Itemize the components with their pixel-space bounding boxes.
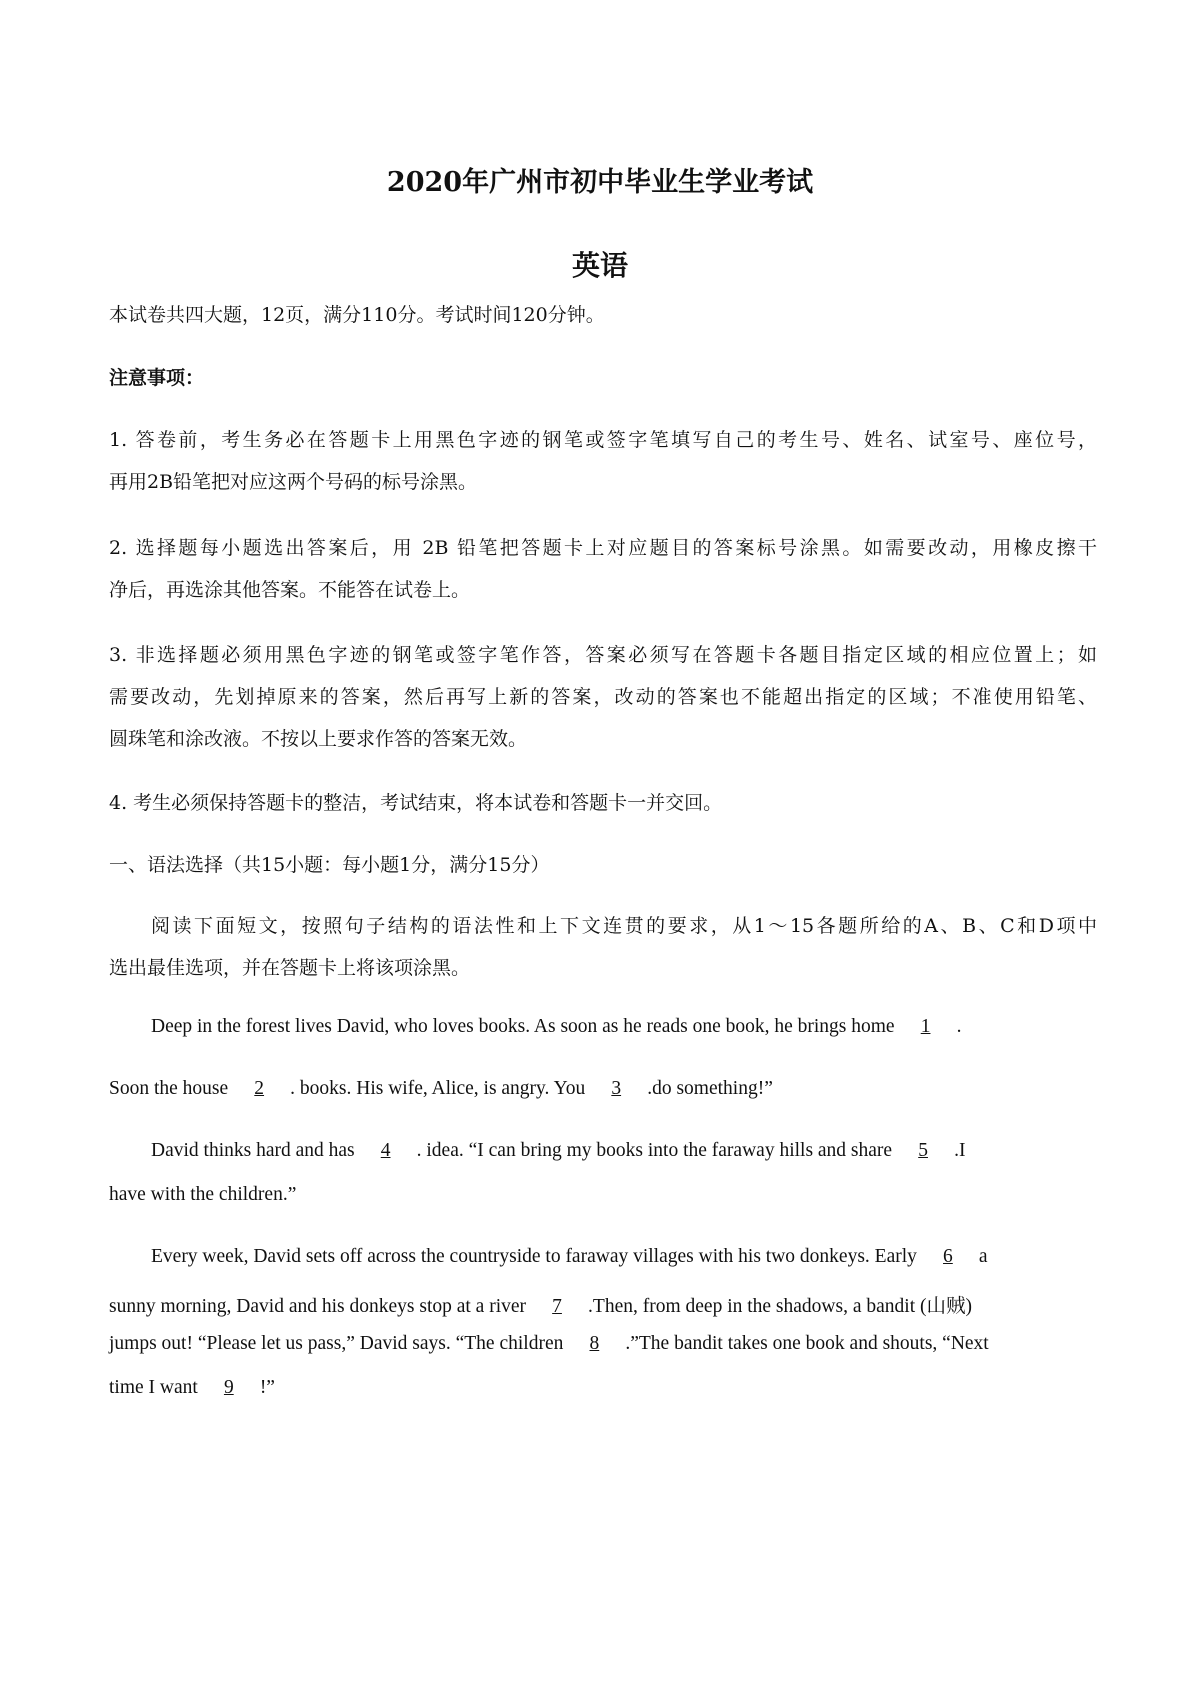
passage-p1-line-2: Soon the house 2 . books. His wife, Alice, is angry. You 3 .do something!” (109, 1078, 773, 1099)
subject-title: 英语 (571, 249, 628, 282)
blank-1: 1 (920, 1016, 931, 1037)
blank-8: 8 (589, 1333, 600, 1354)
note-4-line: 4. 考生必须保持答题卡的整洁，考试结束，将本试卷和答题卡一并交回。 (109, 792, 723, 814)
passage-p1-line-1: Deep in the forest lives David, who loves books. As soon as he reads one book, he brings home 1 . (151, 1016, 962, 1037)
blank-5: 5 (918, 1140, 928, 1161)
note-3-line-3: 圆珠笔和涂改液。不按以上要求作答的答案无效。 (109, 728, 528, 750)
blank-7: 7 (552, 1296, 562, 1317)
note-3-line-1: 3. 非选择题必须用黑色字迹的钢笔或签字笔作答，答案必须写在答题卡各题目指定区域的相应位置上；如 (109, 644, 1097, 666)
passage-p2-line-2: have with the children.” (109, 1184, 297, 1205)
intro-line: 本试卷共四大题，12页，满分110分。考试时间120分钟。 (109, 304, 605, 326)
blank-3: 3 (611, 1078, 622, 1099)
section-1-instruction-line-2: 选出最佳选项，并在答题卡上将该项涂黑。 (109, 957, 471, 979)
section-1-instruction-line-1: 阅读下面短文，按照句子结构的语法性和上下文连贯的要求，从1～15各题所给的A、B、C和D项中 (151, 915, 1097, 937)
note-2-line-1: 2. 选择题每小题选出答案后，用 2B 铅笔把答题卡上对应题目的答案标号涂黑。如需要改动，用橡皮擦干 (109, 537, 1097, 559)
blank-2: 2 (254, 1078, 265, 1099)
note-3-line-2: 需要改动，先划掉原来的答案，然后再写上新的答案，改动的答案也不能超出指定的区域；不准使用铅笔、 (109, 686, 1097, 708)
passage-p3-line-1: Every week, David sets off across the countryside to faraway villages with his two donkeys. Early 6 a (151, 1246, 988, 1267)
note-2-line-2: 净后，再选涂其他答案。不能答在试卷上。 (109, 579, 471, 601)
blank-9: 9 (223, 1377, 234, 1398)
passage-p3-line-3: jumps out! “Please let us pass,” David says. “The children 8 .”The bandit takes one book and shouts, “Next (109, 1333, 989, 1354)
section-1-heading: 一、语法选择（共15小题：每小题1分，满分15分） (109, 854, 550, 876)
blank-6: 6 (943, 1246, 953, 1267)
notes-heading: 注意事项： (109, 367, 205, 389)
passage-p2-line-1: David thinks hard and has 4 . idea. “I can bring my books into the faraway hills and share 5 .I (151, 1140, 966, 1161)
exam-title: 2020年广州市初中毕业生学业考试 (386, 167, 814, 198)
note-1-line-2: 再用2B铅笔把对应这两个号码的标号涂黑。 (109, 471, 478, 493)
note-1-line-1: 1. 答卷前，考生务必在答题卡上用黑色字迹的钢笔或签字笔填写自己的考生号、姓名、试室号、座位号， (109, 429, 1097, 451)
blank-4: 4 (380, 1140, 391, 1161)
passage-p3-line-2: sunny morning, David and his donkeys stop at a river 7 .Then, from deep in the shadows, a bandit (山贼) (109, 1296, 972, 1317)
passage-p3-line-4: time I want 9 !” (109, 1377, 275, 1398)
